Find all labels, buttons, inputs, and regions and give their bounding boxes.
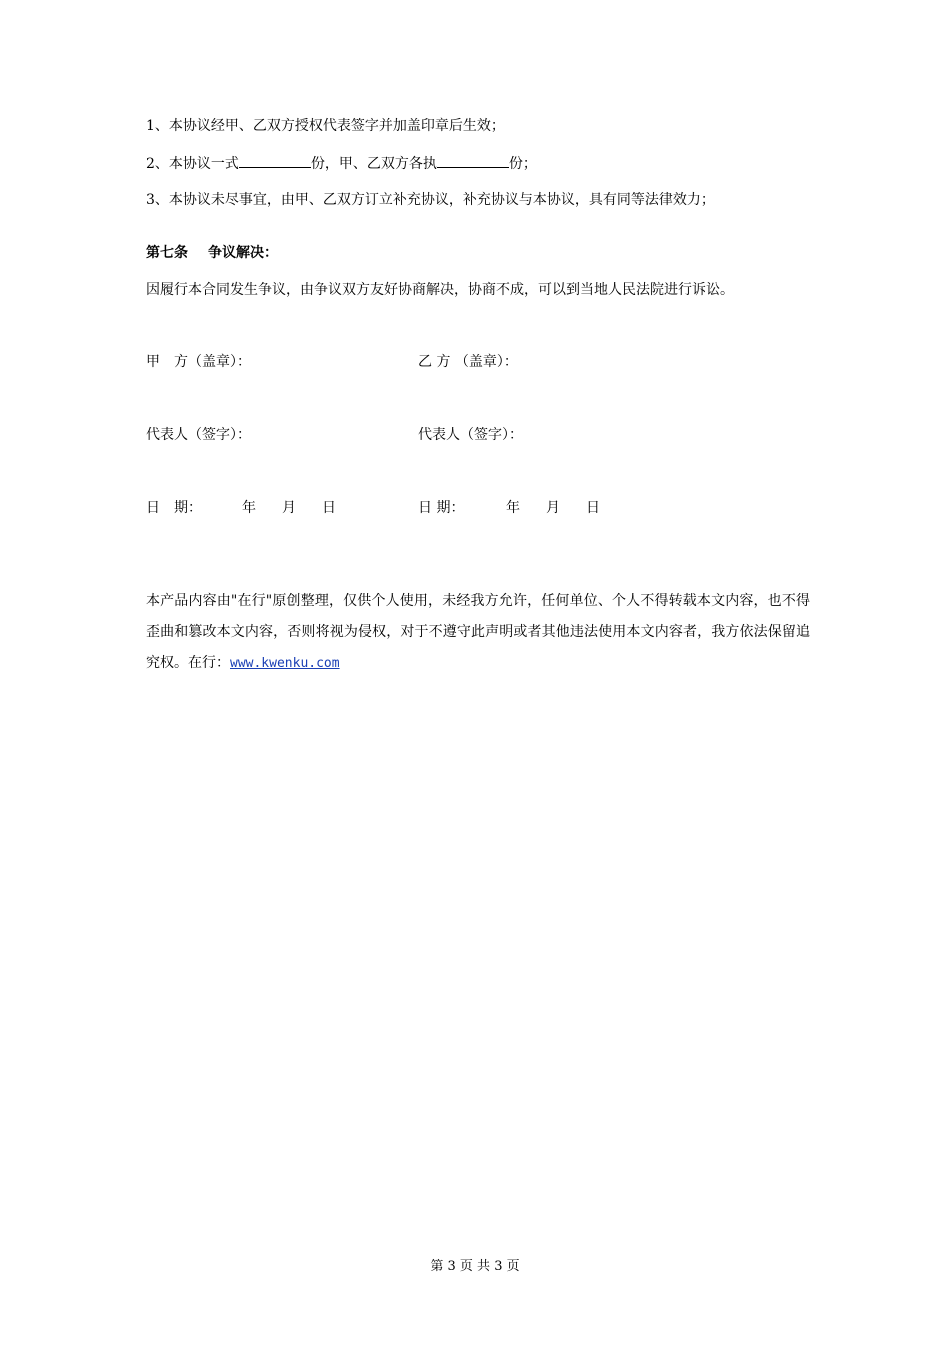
party-b-date-label: 日 期：	[418, 500, 465, 516]
clause-item-2-text-c: 份；	[508, 156, 537, 172]
clause-item-2-text-a: 2、本协议一式	[146, 156, 239, 172]
party-b-seal-label: 乙 方 （盖章）：	[418, 354, 518, 370]
copyright-notice	[146, 586, 810, 679]
clause-item-1: 1、本协议经甲、乙双方授权代表签字并加盖印章后生效；	[146, 118, 505, 134]
party-a-seal-label: 甲 方（盖章）：	[146, 354, 251, 370]
party-a-rep-label: 代表人（签字）：	[146, 427, 251, 443]
article-7-body: 因履行本合同发生争议，由争议双方友好协商解决，协商不成，可以到当地人民法院进行诉讼。	[146, 282, 734, 298]
article-7-heading	[146, 243, 278, 263]
party-a-date-day: 日	[322, 500, 336, 516]
party-b-date-day: 日	[586, 500, 600, 516]
clause-item-2	[146, 153, 537, 174]
page-number-footer: 第 3 页 共 3 页	[430, 1259, 520, 1274]
party-b-date-year: 年	[506, 500, 520, 516]
copies-each-blank[interactable]	[437, 153, 509, 168]
article-7-number: 第七条	[146, 245, 188, 261]
copyright-notice-text: 本产品内容由"在行"原创整理，仅供个人使用，未经我方允许，任何单位、个人不得转载本文内容，也不得歪曲和篡改本文内容，否则将视为侵权，对于不遵守此声明或者其他违法使用本文内容者，我方依法保留追究权。在行：	[146, 593, 810, 671]
party-a-date-year: 年	[242, 500, 256, 516]
party-a-date-label: 日 期：	[146, 500, 202, 516]
party-a-date-month: 月	[282, 500, 296, 516]
clause-item-3: 3、本协议未尽事宜，由甲、乙双方订立补充协议，补充协议与本协议，具有同等法律效力；	[146, 192, 715, 208]
copies-total-blank[interactable]	[239, 153, 311, 168]
party-b-rep-label: 代表人（签字）：	[418, 427, 523, 443]
clause-item-2-text-b: 份，甲、乙双方各执	[310, 156, 437, 172]
party-b-date-month: 月	[546, 500, 560, 516]
website-link[interactable]: www.kwenku.com	[230, 656, 340, 671]
article-7-title: 争议解决：	[208, 245, 278, 261]
